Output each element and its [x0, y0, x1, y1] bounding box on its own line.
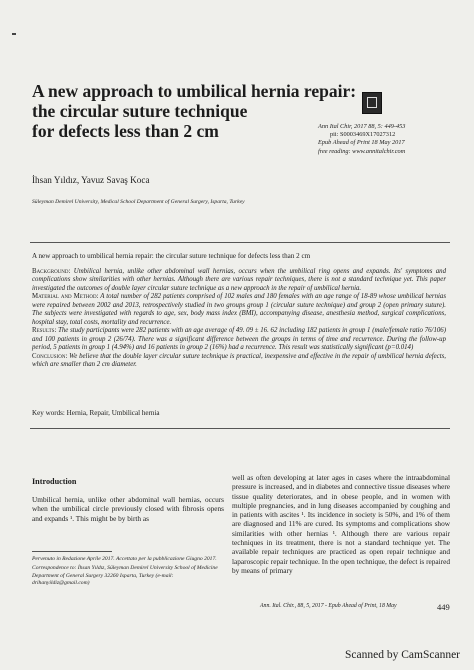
section-label: Material and Method: [32, 293, 99, 301]
abstract-results [32, 327, 446, 352]
journal-logo [362, 92, 382, 114]
intro-paragraph-continued: well as often developing at later ages in cases where the intraabdominal pressure is increased, and in diabetes and connective tissue diseases where tissue quality deteriorates, and in obese people, and in women with multiple pregnancies, and in lung diseases accompanied by coughing and in patients with ascites ¹. Its incidence in society is 50%, and 1% of them are diagnosed and 11% are cured. Its symptoms and complications show similarities with other hernias ¹. Although there are various repair techniques in its treatment, there is not a standard technique yet. The available repair techniques are practiced as open repair technique and laparoscopic repair technique. In the open technique, the defect is repaired by means of primary [232, 473, 450, 575]
abstract-background [32, 268, 446, 293]
footnote-correspondence: Correspondence to: İhsan Yıldız, Süleyman Demirel University School of Medicine Department of General Surgery 32260 Isparta, Turkey (e-mail: drihanyildiz@gmail.com) [32, 565, 218, 586]
article-title [32, 81, 357, 141]
journal-free-reading: free reading: www.annitalchir.com [318, 147, 406, 155]
section-text: We believe that the double layer circular suture technique is practical, inexpensive and effective in the repair of umbilical hernia defects, which are smaller than 2 cm diameter. [32, 352, 446, 368]
title-line: the circular suture technique [32, 101, 248, 121]
section-label: Results: [32, 327, 57, 335]
footnotes [32, 556, 222, 589]
journal-citation: Ann Ital Chir, 2017 88, 5: 449-453 [318, 123, 406, 130]
authors: İhsan Yıldız, Yavuz Savaş Koca [32, 175, 150, 185]
section-text: A total number of 282 patients comprised of 102 males and 180 females with an age range of 18-89 whose umbilical hernias were repaired between 2002 and 2013, retrospectively studied in two groups group 1 (circular suture technique) and group 2 (open primary suture). The subjects were investigated with regards to age, sex, body mass index (BMI), accompanying disease, anesthesia method, surgical complications, hospital stay, total costs, mortality and recurrence. [32, 293, 446, 326]
footnote-received: Pervenuto in Redazione Aprile 2017. Accettato per la pubblicazione Giugno 2017. [32, 556, 217, 562]
keywords: Key words: Hernia, Repair, Umbilical hernia [32, 409, 160, 417]
section-label: Conclusion: [32, 352, 68, 360]
bottom-divider [30, 428, 450, 429]
top-divider [30, 242, 450, 243]
intro-heading: Introduction [32, 477, 77, 486]
affiliation: Süleyman Demirel University, Medical School Department of General Surgery, Isparta, Turkey [32, 199, 245, 205]
abstract-methods [32, 293, 446, 327]
journal-epub: Epub Ahead of Print 18 May 2017 [318, 139, 405, 147]
title-line: A new approach to umbilical hernia repair: [32, 81, 357, 101]
running-footer: Ann. Ital. Chir., 88, 5, 2017 - Epub Ahead of Print, 18 May [260, 603, 397, 609]
abstract [32, 268, 446, 369]
abstract-conclusion [32, 353, 446, 370]
title-line: for defects less than 2 cm [32, 121, 219, 141]
scanner-watermark: Scanned by CamScanner [345, 649, 460, 661]
intro-left-column [32, 477, 224, 523]
scan-mark [12, 33, 16, 35]
intro-right-column [232, 473, 450, 575]
journal-pii: pii: S0003469X17027312 [330, 131, 396, 139]
abstract-title: A new approach to umbilical hernia repair: the circular suture technique for defects less than 2 cm [32, 252, 311, 260]
section-text: Umbilical hernia, unlike other abdominal wall hernias, occurs when the umbilical ring opens and expands. Its' symptoms and complications show similarities with other hernias. Although there are various repair techniques, there is not a standard technique yet. This paper investigated the outcomes of double layer circular suture technique as a new approach in the repair of umbilical hernia. [32, 268, 446, 292]
section-label: Background: [32, 268, 71, 275]
footnote-divider [32, 551, 112, 552]
journal-info [318, 123, 458, 156]
section-text: The study participants were 282 patients with an age average of 49. 09 ± 16. 62 including 182 patients in group 1 (male/female ratio 76/106) and 100 patients in group 2 (26/74). There was a significant difference between the groups in terms of time and recurrence. During the follow-up period, 5 patients in group 1 (4.94%) and 16 patients in group 2 (16%) had a recurrence. This result was statistically significant (p=0.014) [32, 327, 446, 352]
intro-paragraph: Umbilical hernia, unlike other abdominal wall hernias, occurs when the umbilical circle previously closed with fibrosis opens and expands ¹. This might be by birth as [32, 495, 224, 523]
page-number: 449 [437, 602, 450, 612]
